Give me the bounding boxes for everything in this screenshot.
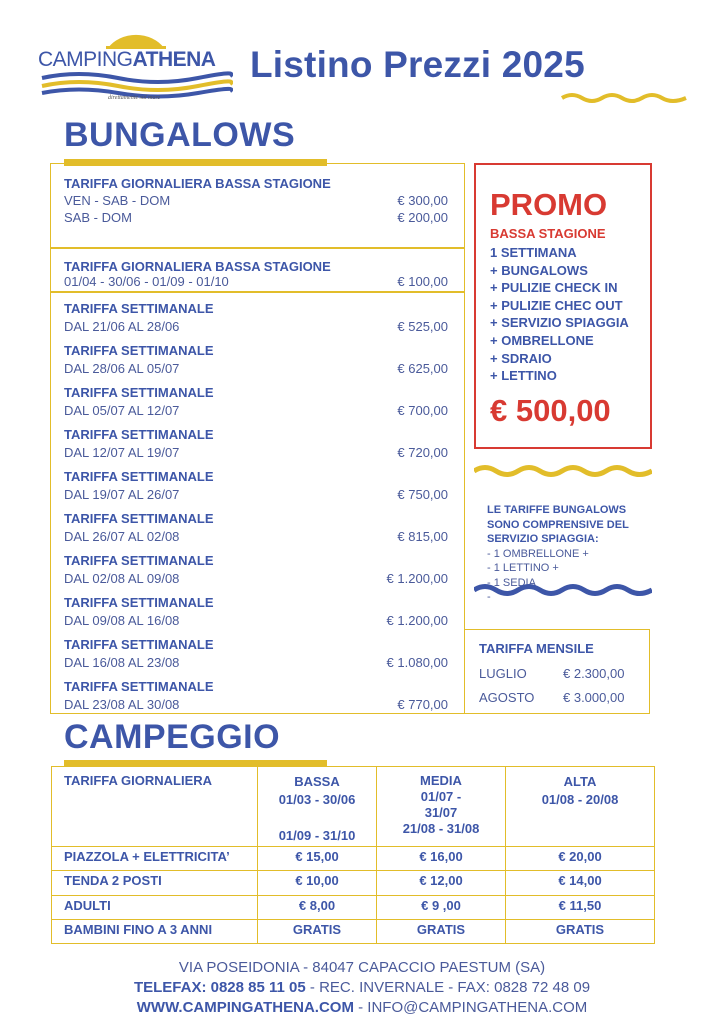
rate-title: TARIFFA SETTIMANALE <box>64 595 214 610</box>
footer-website-link[interactable]: WWW.CAMPINGATHENA.COM <box>136 999 354 1016</box>
table-row <box>52 919 655 943</box>
note-item: - 1 SEDIA <box>487 576 536 589</box>
rate-price: € 625,00 <box>397 361 448 376</box>
footer-email[interactable]: - INFO@CAMPINGATHENA.COM <box>353 999 588 1016</box>
footer-web-line <box>0 998 724 1018</box>
season-dates: 01/03 - 30/06 <box>278 792 356 807</box>
note-item: - <box>487 591 491 603</box>
promo-item: 1 SETTIMANA <box>490 245 577 260</box>
table-header-cell <box>377 767 506 847</box>
rate-period: DAL 19/07 AL 26/07 <box>64 487 180 502</box>
promo-title: PROMO <box>490 187 608 222</box>
promo-box <box>474 163 652 449</box>
page-title: Listino Prezzi 2025 <box>250 44 585 85</box>
footer-fax: - REC. INVERNALE - FAX: 0828 72 48 09 <box>305 979 591 996</box>
table-header-cell <box>258 767 377 847</box>
row-value: € 15,00 <box>258 847 377 871</box>
rate-period: DAL 21/06 AL 28/06 <box>64 319 180 334</box>
rate-price: € 300,00 <box>397 193 448 208</box>
rate-title: TARIFFA SETTIMANALE <box>64 343 214 358</box>
promo-item: + BUNGALOWS <box>490 262 588 278</box>
footer-address: VIA POSEIDONIA - 84047 CAPACCIO PAESTUM (SA) <box>178 959 546 976</box>
list-item <box>51 679 464 721</box>
row-value: € 8,00 <box>258 895 377 919</box>
promo-items <box>490 244 629 385</box>
monthly-price: € 3.000,00 <box>563 690 625 705</box>
rate-price: € 1.200,00 <box>386 613 448 628</box>
rate-price: € 100,00 <box>397 274 448 289</box>
row-value: € 11,50 <box>506 895 655 919</box>
list-item <box>51 385 464 427</box>
promo-item: + PULIZIE CHEC OUT <box>490 297 623 313</box>
table-row <box>52 895 655 919</box>
rate-title: TARIFFA SETTIMANALE <box>64 679 214 694</box>
rate-title: TARIFFA SETTIMANALE <box>64 301 214 316</box>
row-value: € 9 ,00 <box>377 895 506 919</box>
row-value: € 16,00 <box>377 847 506 871</box>
monthly-title: TARIFFA MENSILE <box>479 641 594 656</box>
rate-label: 01/04 - 30/06 - 01/09 - 01/10 <box>64 274 229 289</box>
table-row <box>52 871 655 895</box>
monthly-rate-box <box>464 629 650 714</box>
rate-period: DAL 28/06 AL 05/07 <box>64 361 180 376</box>
rate-price: € 750,00 <box>397 487 448 502</box>
header-label: TARIFFA GIORNALIERA <box>64 773 213 788</box>
footer-telefax: TELEFAX: 0828 85 11 05 <box>133 979 306 996</box>
promo-item: + LETTINO <box>490 368 557 384</box>
rate-title: TARIFFA SETTIMANALE <box>64 511 214 526</box>
monthly-label: AGOSTO <box>479 690 535 705</box>
rate-price: € 525,00 <box>397 319 448 334</box>
row-value: GRATIS <box>377 919 506 943</box>
table-header-cell <box>506 767 655 847</box>
rate-title: TARIFFA SETTIMANALE <box>64 637 214 652</box>
row-value: € 20,00 <box>506 847 655 871</box>
season-dates: 01/07 - <box>420 789 462 804</box>
rate-title: TARIFFA GIORNALIERA BASSA STAGIONE <box>64 259 331 274</box>
list-item <box>51 427 464 469</box>
row-value: € 10,00 <box>258 871 377 895</box>
promo-subtitle: BASSA STAGIONE <box>490 226 606 241</box>
season-dates: 01/09 - 31/10 <box>278 828 356 843</box>
rate-label: SAB - DOM <box>64 210 132 225</box>
list-item <box>51 637 464 679</box>
rate-price: € 770,00 <box>397 697 448 712</box>
low-season-daily-box <box>50 163 465 248</box>
camping-heading: CAMPEGGIO <box>64 718 281 756</box>
row-label: PIAZZOLA + ELETTRICITA’ <box>52 847 258 871</box>
wave-decoration-icon <box>474 582 652 598</box>
rate-price: € 815,00 <box>397 529 448 544</box>
season-name: MEDIA <box>420 773 462 788</box>
monthly-label: LUGLIO <box>479 666 527 681</box>
footer <box>0 958 724 1018</box>
rate-period: DAL 12/07 AL 19/07 <box>64 445 180 460</box>
season-dates: 31/07 <box>424 805 458 820</box>
list-item <box>51 301 464 343</box>
row-value: GRATIS <box>506 919 655 943</box>
list-item <box>51 553 464 595</box>
bungalows-heading: BUNGALOWS <box>64 116 296 154</box>
row-label: ADULTI <box>52 895 258 919</box>
wave-decoration-icon <box>560 91 688 105</box>
table-header-row <box>52 767 655 847</box>
rate-period: DAL 23/08 AL 30/08 <box>64 697 180 712</box>
promo-item: + SDRAIO <box>490 350 552 366</box>
list-item <box>51 511 464 553</box>
list-item <box>51 343 464 385</box>
row-value: GRATIS <box>258 919 377 943</box>
row-value: € 14,00 <box>506 871 655 895</box>
wave-decoration-icon <box>474 463 652 479</box>
rate-period: DAL 26/07 AL 02/08 <box>64 529 180 544</box>
rate-price: € 200,00 <box>397 210 448 225</box>
camping-rates-table <box>51 766 655 944</box>
row-label: TENDA 2 POSTI <box>52 871 258 895</box>
season-name: ALTA <box>563 774 597 789</box>
rate-price: € 700,00 <box>397 403 448 418</box>
rate-period: DAL 05/07 AL 12/07 <box>64 403 180 418</box>
promo-item: + PULIZIE CHECK IN <box>490 280 618 296</box>
rate-title: TARIFFA SETTIMANALE <box>64 427 214 442</box>
table-row <box>52 847 655 871</box>
note-item: - 1 OMBRELLONE + <box>487 547 589 560</box>
row-value: € 12,00 <box>377 871 506 895</box>
rate-period: DAL 02/08 AL 09/08 <box>64 571 180 586</box>
list-item <box>51 469 464 511</box>
logo-tagline: direttamente sul mare <box>108 95 161 101</box>
monthly-price: € 2.300,00 <box>563 666 625 681</box>
low-season-daily-box-2 <box>50 248 465 292</box>
season-name: BASSA <box>294 774 340 789</box>
rate-title: TARIFFA SETTIMANALE <box>64 553 214 568</box>
list-item <box>51 595 464 637</box>
row-label: BAMBINI FINO A 3 ANNI <box>52 919 258 943</box>
footer-phone-line <box>0 978 724 998</box>
rate-title: TARIFFA GIORNALIERA BASSA STAGIONE <box>64 176 331 191</box>
rate-price: € 1.080,00 <box>386 655 448 670</box>
logo-wordmark: CAMPINGATHENA <box>38 48 216 71</box>
rate-period: DAL 16/08 AL 23/08 <box>64 655 180 670</box>
promo-item: + OMBRELLONE <box>490 332 594 348</box>
rate-period: DAL 09/08 AL 16/08 <box>64 613 180 628</box>
rate-price: € 1.200,00 <box>386 571 448 586</box>
logo <box>38 18 233 108</box>
note-text: LE TARIFFE BUNGALOWS SONO COMPRENSIVE DEL SERVIZIO SPIAGGIA: <box>487 504 629 545</box>
rate-title: TARIFFA SETTIMANALE <box>64 385 214 400</box>
rate-price: € 720,00 <box>397 445 448 460</box>
season-dates: 21/08 - 31/08 <box>402 821 480 836</box>
weekly-rates-box <box>50 292 465 714</box>
rate-title: TARIFFA SETTIMANALE <box>64 469 214 484</box>
table-header-cell <box>52 767 258 847</box>
promo-price: € 500,00 <box>490 393 611 428</box>
rate-label: VEN - SAB - DOM <box>64 193 171 208</box>
promo-item: + SERVIZIO SPIAGGIA <box>490 315 629 331</box>
note-item: - 1 LETTINO + <box>487 562 559 574</box>
season-dates: 01/08 - 20/08 <box>541 792 619 807</box>
